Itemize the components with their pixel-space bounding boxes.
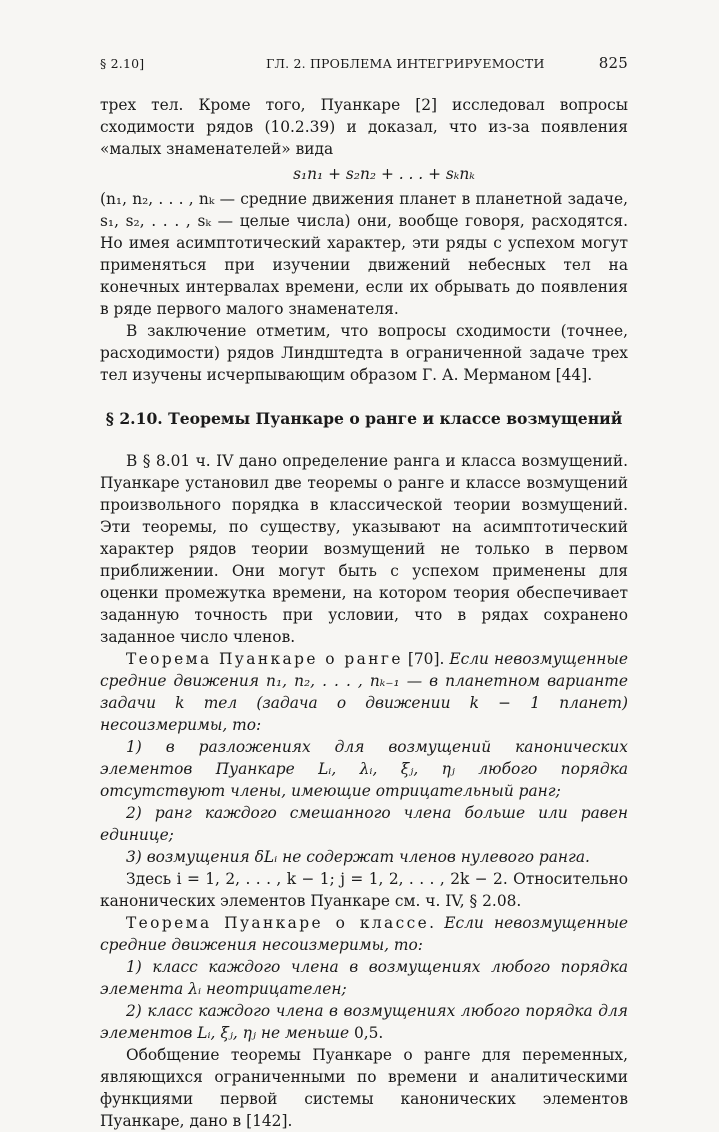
theorem-rank-note: Здесь i = 1, 2, . . . , k − 1; j = 1, 2, . . . , 2k − 2. Относительно канонических элементов Пуанкаре см. ч. IV, § 2.08.: [100, 870, 628, 910]
paragraph-intro: В § 8.01 ч. IV дано определение ранга и класса возмущений. Пуанкаре установил две теоремы о ранге и классе возмущений произвольного порядка в классической теории возмущений. Эти теоремы, по существу, указывают на асимптотический характер рядов теории возмущений не только в первом приближении. Они могут быть с успехом применены для оценки промежутка времени, на котором теория обеспечивает заданную точность при условии, что в рядах сохранено заданное число членов.: [100, 452, 628, 646]
paragraph-explanation: (n₁, n₂, . . . , nₖ — средние движения планет в планетной задаче, s₁, s₂, . . . , sₖ — целые числа) они, вообще говоря, расходятся. Но имея асимптотический характер, эти ряды с успехом могут применяться при изучении движений небесных тел на конечных интервалах времени, если их обрывать до появления в ряде первого малого знаменателя.: [100, 190, 628, 318]
paragraph-conclusion: В заключение отметим, что вопросы сходимости (точнее, расходимости) рядов Линдштедта в ограниченной задаче трех тел изучены исчерпывающим образом Г. А. Мерманом [44].: [100, 322, 628, 384]
paragraph-generalization: Обобщение теоремы Пуанкаре о ранге для переменных, являющихся ограниченными по времени и аналитическими функциями первой системы канонических элементов Пуанкаре, дано в [142].: [100, 1046, 628, 1130]
theorem-rank-name: Теорема Пуанкаре о ранге: [126, 650, 403, 668]
theorem-class-statement: Если невозмущенные средние движения несоизмеримы, то:: [100, 914, 628, 954]
running-header: [100, 54, 628, 76]
theorem-rank: [100, 648, 628, 736]
theorem-class-name: Теорема Пуанкаре о классе: [126, 914, 430, 932]
section-heading: § 2.10. Теоремы Пуанкаре о ранге и классе возмущений: [105, 409, 623, 428]
theorem-class-item-1: 1) класс каждого члена в возмущениях любого порядка элемента λᵢ неотрицателен;: [100, 958, 628, 998]
paragraph-continuation: трех тел. Кроме того, Пуанкаре [2] исследовал вопросы сходимости рядов (10.2.39) и доказал, что из-за появления «малых знаменателей» вида: [100, 96, 628, 158]
chapter-title: ГЛ. 2. ПРОБЛЕМА ИНТЕГРИРУЕМОСТИ: [266, 56, 545, 71]
theorem-class-item-2: 2) класс каждого члена в возмущениях любого порядка для элементов Lᵢ, ξⱼ, ηⱼ не меньше 0,5.: [100, 1002, 628, 1042]
page-body: [100, 94, 628, 1132]
theorem-rank-item-2: 2) ранг каждого смешанного члена больше или равен единице;: [100, 804, 628, 844]
theorem-rank-item-3: 3) возмущения δLᵢ не содержат членов нулевого ранга.: [126, 848, 590, 866]
section-reference: § 2.10]: [100, 56, 145, 71]
theorem-rank-item-1: 1) в разложениях для возмущений канонических элементов Пуанкаре Lᵢ, λᵢ, ξⱼ, ηⱼ любого порядка отсутствуют члены, имеющие отрицательный ранг;: [100, 738, 628, 800]
theorem-class: Теорема Пуанкаре о классе. Если невозмущенные средние движения несоизмеримы, то:: [100, 914, 628, 954]
page-number: 825: [598, 54, 628, 72]
theorem-rank-reference: [70].: [402, 650, 450, 668]
theorem-rank-statement: Если невозмущенные средние движения n₁, n₂, . . . , nₖ₋₁ — в планетном варианте задачи k тел (задача о движении k − 1 планет) несоизмеримы, то:: [100, 650, 628, 734]
formula-small-denominators: s₁n₁ + s₂n₂ + . . . + sₖnₖ: [293, 165, 475, 183]
